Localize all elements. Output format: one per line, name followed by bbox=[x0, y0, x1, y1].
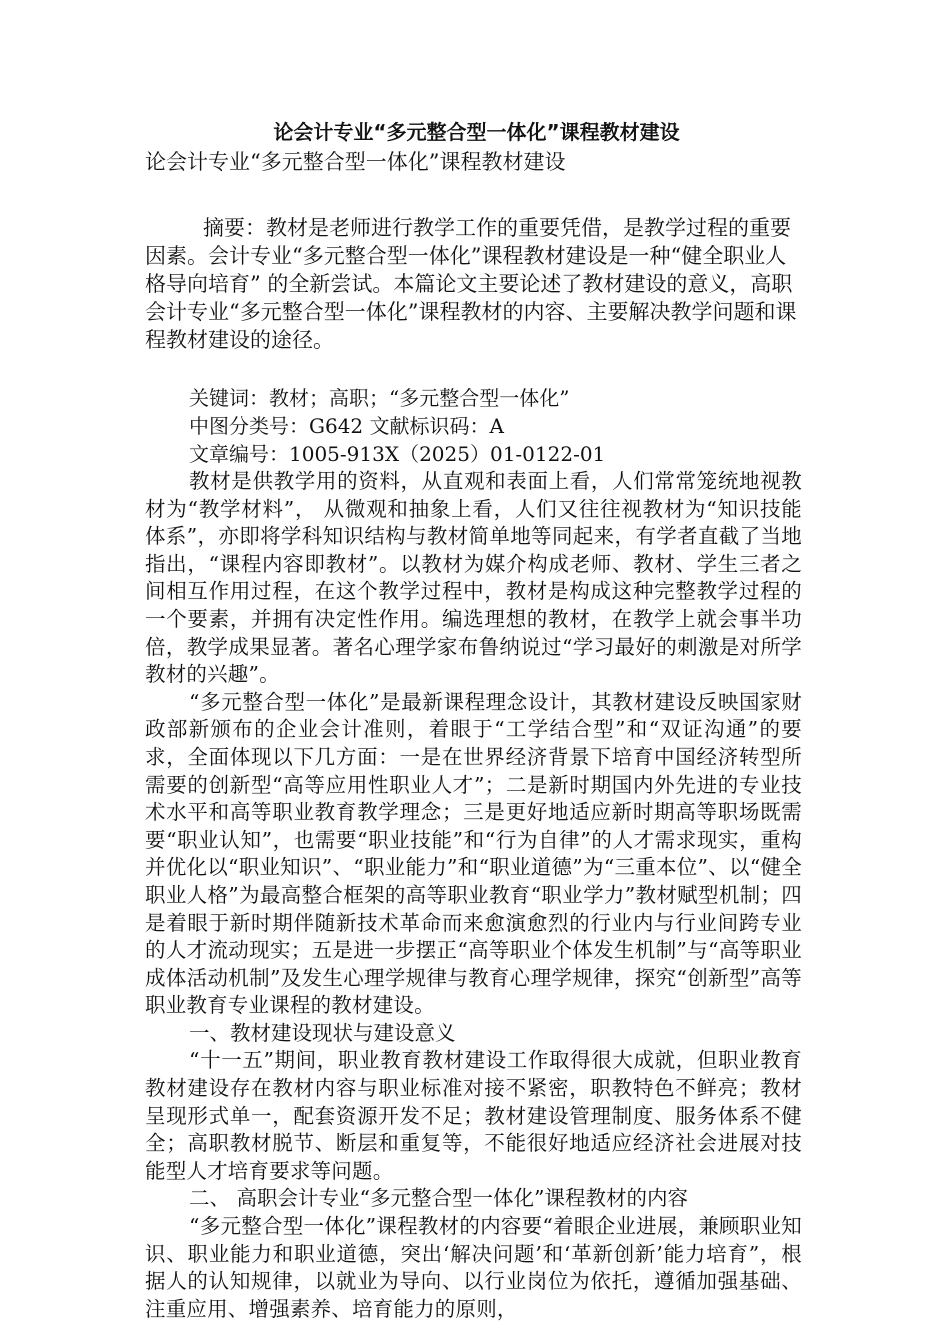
section-heading-1: 一、教材建设现状与建设意义 bbox=[189, 1020, 456, 1045]
body-paragraph-3: “十一五”期间，职业教育教材建设工作取得很大成就，但职业教育教材建设存在教材内容与职业标准对接不紧密，职教特色不鲜亮；教材呈现形式单一，配套资源开发不足；教材建设管理制度、服务体系不健全；高职教材脱节、断层和重复等，不能很好地适应经济社会进展对技能型人才培育要求等问题。 bbox=[145, 1048, 802, 1183]
document-title: 论会计专业“多元整合型一体化”课程教材建设 bbox=[273, 120, 680, 144]
body-paragraph-2: “多元整合型一体化”是最新课程理念设计，其教材建设反映国家财政部新颁布的企业会计准则，着眼于“工学结合型”和“双证沟通”的要求，全面体现以下几方面：一是在世界经济背景下培育中国经济转型所需要的创新型“高等应用性职业人才”；二是新时期国内外先进的专业技术水平和高等职业教育教学理念；三是更好地适应新时期高等职场既需要“职业认知”，也需要“职业技能”和“行为自律”的人才需求现实，重构并优化以“职业知识”、“职业能力”和“职业道德”为“三重本位”、以“健全职业人格”为最高整合框架的高等职业教育“职业学力”教材赋型机制；四是着眼于新时期伴随新技术革命而来愈演愈烈的行业内与行业间跨专业的人才流动现实；五是进一步摆正“高等职业个体发生机制”与“高等职业成体活动机制”及发生心理学规律与教育心理学规律，探究“创新型”高等职业教育专业课程的教材建设。 bbox=[145, 689, 802, 1018]
body-paragraph-1: 教材是供教学用的资料，从直观和表面上看，人们常常笼统地视教材为“教学材料”， 从微观和抽象上看，人们又往往视教材为“知识技能体系”，亦即将学科知识结构与教材简单地等同起来，有学者直截了当地指出，“课程内容即教材”。以教材为媒介构成老师、教材、学生三者之间相互作用过程，在这个教学过程中，教材是构成这种完整教学过程的一个要素，并拥有决定性作用。编选理想的教材，在教学上就会事半功倍，教学成果显著。著名心理学家布鲁纳说过“学习最好的刺激是对所学教材的兴趣”。 bbox=[145, 469, 802, 687]
section-heading-2: 二、 高职会计专业“多元整合型一体化”课程教材的内容 bbox=[189, 1186, 688, 1211]
keywords-line: 关键词：教材；高职；“多元整合型一体化” bbox=[189, 386, 570, 410]
document-subtitle: 论会计专业“多元整合型一体化”课程教材建设 bbox=[145, 150, 566, 174]
abstract-paragraph: 摘要：教材是老师进行教学工作的重要凭借，是教学过程的重要因素。会计专业“多元整合型一体化”课程教材建设是一种“健全职业人格导向培育” 的全新尝试。本篇论文主要论述了教材建设的意义，高职会计专业“多元整合型一体化”课程教材的内容、主要解决教学问题和课程教材建设的途径。 bbox=[145, 216, 797, 352]
classification-line: 中图分类号：G642 文献标识码：A bbox=[189, 414, 504, 438]
body-paragraph-4: “多元整合型一体化”课程教材的内容要“着眼企业进展，兼顾职业知识、职业能力和职业道德，突出‘解决问题’和‘革新创新’能力培育”，根据人的认知规律，以就业为导向、以行业岗位为依托，遵循加强基础、注重应用、增强素养、培育能力的原则， bbox=[145, 1214, 802, 1321]
article-number-line: 文章编号：1005-913X（2025）01-0122-01 bbox=[189, 442, 606, 466]
